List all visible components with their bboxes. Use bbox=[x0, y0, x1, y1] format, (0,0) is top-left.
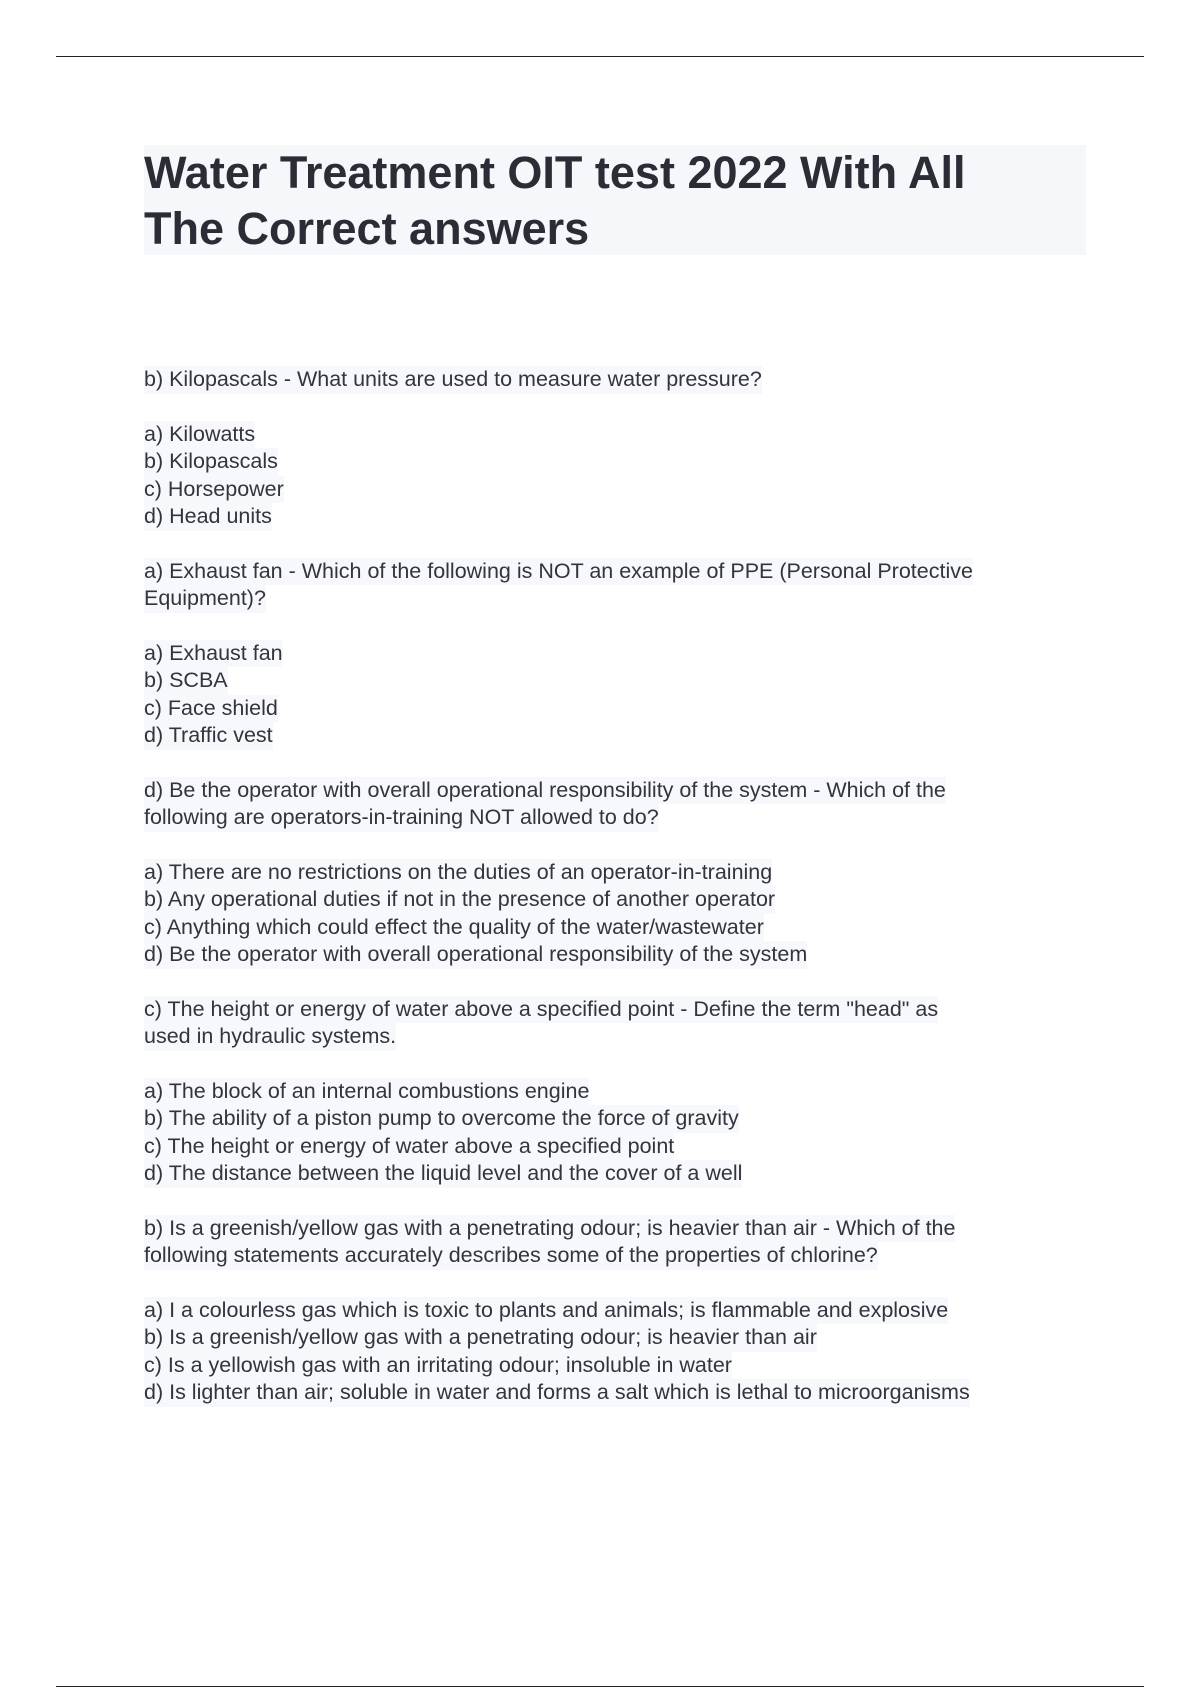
question-prompt-line: following are operators-in-training NOT allowed to do? bbox=[144, 804, 659, 832]
question-prompt-line: c) The height or energy of water above a specified point - Define the term "head" as bbox=[144, 996, 938, 1024]
answer-options bbox=[144, 1297, 1084, 1407]
question-prompt-line: d) Be the operator with overall operational responsibility of the system - Which of the bbox=[144, 777, 946, 805]
answer-option: a) I a colourless gas which is toxic to plants and animals; is flammable and explosive bbox=[144, 1297, 948, 1325]
question-prompt bbox=[144, 366, 1084, 394]
answer-option: a) The block of an internal combustions engine bbox=[144, 1078, 589, 1106]
question-prompt bbox=[144, 558, 1084, 613]
answer-options bbox=[144, 859, 1084, 969]
title-line: The Correct answers bbox=[144, 203, 590, 254]
answer-option: b) Kilopascals bbox=[144, 448, 278, 476]
answer-option: a) Kilowatts bbox=[144, 421, 255, 449]
question-prompt bbox=[144, 1215, 1084, 1270]
question-prompt-line: a) Exhaust fan - Which of the following is NOT an example of PPE (Personal Protective bbox=[144, 558, 973, 586]
answer-options bbox=[144, 1078, 1084, 1188]
answer-option: a) Exhaust fan bbox=[144, 640, 283, 668]
question-prompt bbox=[144, 777, 1084, 832]
answer-option: c) The height or energy of water above a specified point bbox=[144, 1133, 674, 1161]
answer-option: c) Horsepower bbox=[144, 476, 284, 504]
answer-option: d) Be the operator with overall operational responsibility of the system bbox=[144, 941, 807, 969]
question-prompt-line: Equipment)? bbox=[144, 585, 266, 613]
answer-option: d) Head units bbox=[144, 503, 272, 531]
answer-options bbox=[144, 640, 1084, 750]
question-item bbox=[144, 996, 1084, 1188]
answer-option: b) SCBA bbox=[144, 667, 228, 695]
answer-option: c) Face shield bbox=[144, 695, 278, 723]
answer-option: d) Is lighter than air; soluble in water and forms a salt which is lethal to microorganisms bbox=[144, 1379, 970, 1407]
answer-option: b) Is a greenish/yellow gas with a penetrating odour; is heavier than air bbox=[144, 1324, 817, 1352]
answer-option: d) Traffic vest bbox=[144, 722, 273, 750]
answer-option: b) The ability of a piston pump to overcome the force of gravity bbox=[144, 1105, 739, 1133]
question-item bbox=[144, 1215, 1084, 1407]
bottom-rule bbox=[56, 1686, 1144, 1687]
question-prompt-line: b) Is a greenish/yellow gas with a penetrating odour; is heavier than air - Which of the bbox=[144, 1215, 955, 1243]
question-prompt bbox=[144, 996, 1084, 1051]
question-prompt-line: following statements accurately describes some of the properties of chlorine? bbox=[144, 1242, 878, 1270]
question-item bbox=[144, 558, 1084, 750]
answer-option: a) There are no restrictions on the duties of an operator-in-training bbox=[144, 859, 772, 887]
question-list bbox=[144, 366, 1084, 1434]
question-prompt-line: b) Kilopascals - What units are used to measure water pressure? bbox=[144, 366, 762, 394]
page-title bbox=[144, 145, 1086, 257]
question-item bbox=[144, 777, 1084, 969]
title-block bbox=[144, 145, 1086, 255]
answer-option: c) Anything which could effect the quality of the water/wastewater bbox=[144, 914, 764, 942]
top-rule bbox=[56, 56, 1144, 57]
answer-option: c) Is a yellowish gas with an irritating odour; insoluble in water bbox=[144, 1352, 732, 1380]
question-prompt-line: used in hydraulic systems. bbox=[144, 1023, 396, 1051]
question-item bbox=[144, 366, 1084, 531]
answer-option: d) The distance between the liquid level and the cover of a well bbox=[144, 1160, 742, 1188]
answer-options bbox=[144, 421, 1084, 531]
answer-option: b) Any operational duties if not in the presence of another operator bbox=[144, 886, 775, 914]
title-line: Water Treatment OIT test 2022 With All bbox=[144, 147, 966, 198]
